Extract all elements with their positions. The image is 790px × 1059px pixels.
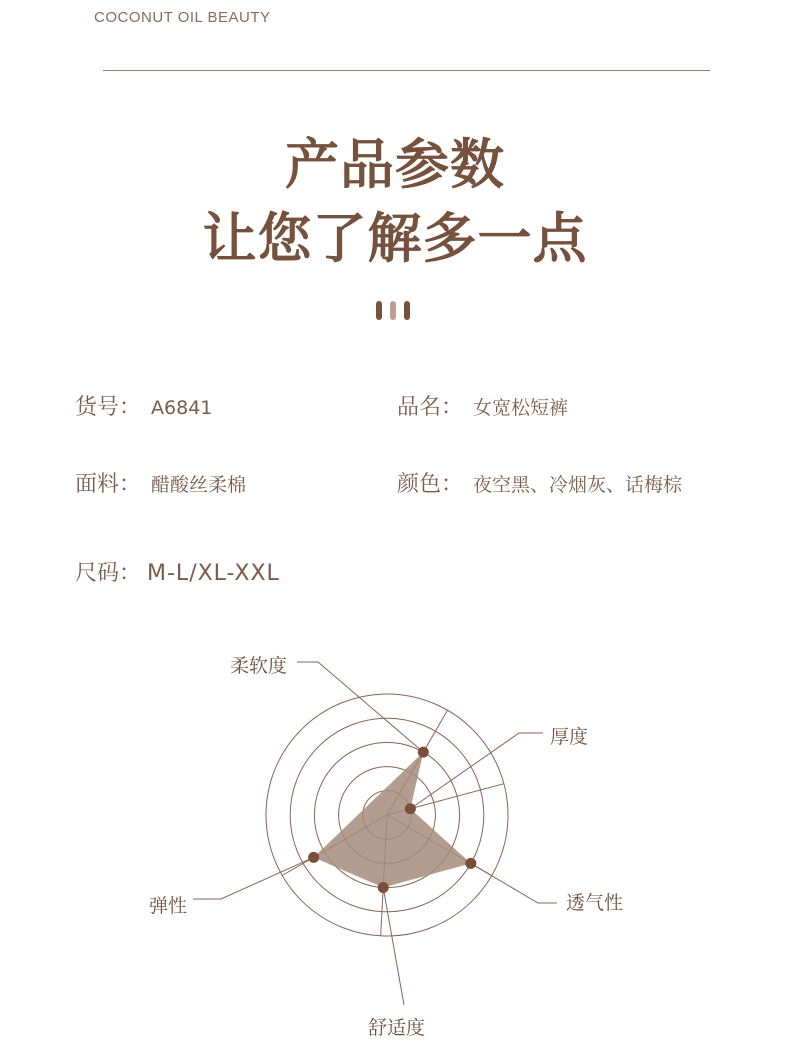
radar-leader-line: [410, 733, 543, 809]
decor-bar: [376, 301, 382, 320]
radar-leader-line: [193, 857, 314, 899]
spec-value: M-L/XL-XXL: [147, 561, 280, 586]
radar-point: [418, 747, 429, 758]
spec-color: [397, 467, 682, 498]
page-title-line2: 让您了解多一点: [202, 207, 588, 270]
radar-label-comfort: 舒适度: [368, 1017, 426, 1039]
spec-size: [75, 556, 280, 587]
spec-name: [397, 390, 568, 421]
radar-chart: [0, 600, 790, 1059]
brand-name: COCONUT OIL BEAUTY: [94, 9, 271, 26]
radar-label-thickness: 厚度: [550, 726, 589, 748]
spec-label: 面料：: [75, 472, 142, 497]
radar-point: [378, 882, 389, 893]
radar-label-breathability: 透气性: [566, 892, 624, 914]
spec-item-no: [75, 390, 212, 421]
decor-bar: [390, 301, 396, 320]
spec-value: A6841: [151, 397, 213, 419]
radar-point: [405, 803, 416, 814]
radar-area: [314, 752, 471, 887]
decorative-bars: [376, 301, 410, 320]
radar-leader-line: [297, 662, 423, 752]
radar-point: [465, 858, 476, 869]
spec-label: 品名：: [397, 395, 464, 420]
decor-bar: [404, 301, 410, 320]
radar-point: [308, 852, 319, 863]
radar-leader-line: [383, 888, 404, 1005]
radar-leader-line: [471, 863, 557, 903]
spec-fabric: [75, 467, 246, 498]
spec-label: 货号：: [75, 395, 142, 420]
spec-label: 尺码：: [75, 561, 142, 586]
radar-label-softness: 柔软度: [230, 655, 288, 677]
spec-value: 夜空黑、冷烟灰、话梅棕: [473, 474, 683, 496]
radar-label-elasticity: 弹性: [149, 895, 188, 917]
spec-value: 女宽松短裤: [473, 397, 569, 419]
spec-value: 醋酸丝柔棉: [151, 474, 247, 496]
spec-label: 颜色：: [397, 472, 464, 497]
page-title-line1: 产品参数: [285, 133, 505, 196]
header-divider: [103, 70, 710, 71]
